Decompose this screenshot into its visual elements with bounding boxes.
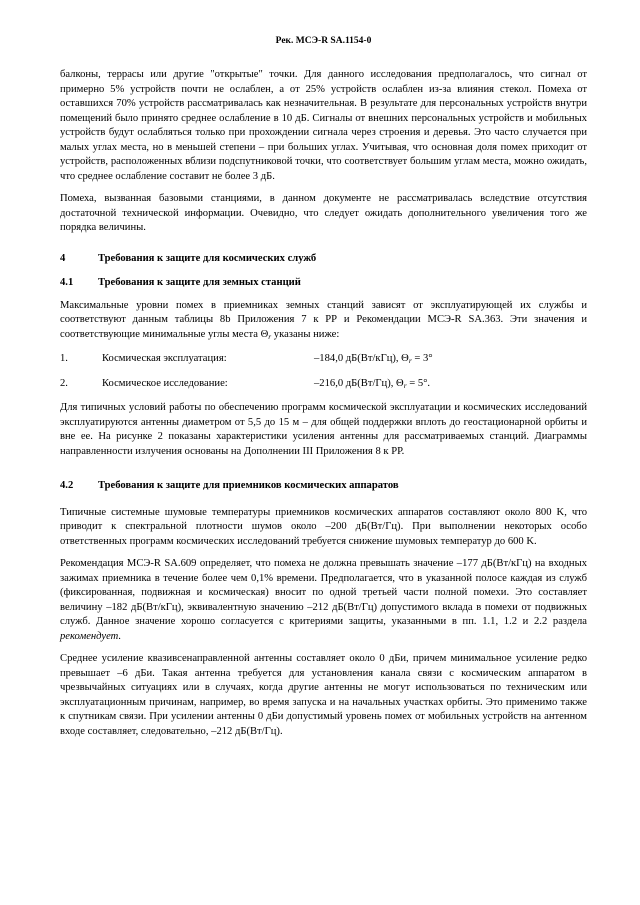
list-item xyxy=(60,377,587,394)
section-number: 4 xyxy=(60,252,66,264)
emphasis: рекомендует xyxy=(60,630,119,642)
text: указаны ниже: xyxy=(271,328,340,340)
section-number: 4.1 xyxy=(60,277,74,288)
text: Рекомендация МСЭ-R SA.609 определяет, что помеха не должна превышать значение –177 дБ(Вт/кГц) на входных зажимах приемника в течение более чем 0,1% времени. Предполагается, что в указанной полосе каждая из служб (фиксированная, подвижная и космическая) вносит по одной третьей части полной помехи. Это составляет величину –182 дБ(Вт/кГц), эквивалентную значению –212 дБ(Вт/Гц) допустимого вклада в помехи от подвижных служб. Данное значение хорошо согласуется с критериями защиты, указанными в пп. 1.1, 1.2 и 2.2 раздела xyxy=(60,558,587,627)
paragraph-sa609 xyxy=(60,557,587,644)
list-value xyxy=(314,352,433,369)
paragraph-omni-antenna: Среднее усиление квазивсенаправленной антенны составляет около 0 дБи, причем минимальное усиление редко превышает –6 дБи. Такая антенна требуется для установления канала связи с космическим аппаратом в чрезвычайных ситуациях или в случаях, когда другие антенны не могут использоваться по техническим или эксплуатационным причинам, например, во время запуска и на начальных участках орбиты. Это применимо также к спутникам связи. При усилении антенны 0 дБи допустимый уровень помех от мобильных устройств на антенном входе составляет, следовательно, –212 дБ(Вт/Гц). xyxy=(60,653,587,737)
section-title: Требования к защите для приемников космических аппаратов xyxy=(98,480,399,491)
section-4-1-heading xyxy=(60,276,587,291)
text: = 5°. xyxy=(406,377,431,389)
page-header: Рек. МСЭ-R SA.1154-0 xyxy=(275,36,372,46)
text: Максимальные уровни помех в приемниках земных станций зависят от эксплуатирующей их службы и соответствуют данным таблицы 8b Приложения 7 к РР и Рекомендации МСЭ-R SA.363. Эти значения и соответствующие минимальные углы места Θ xyxy=(60,299,587,340)
list-label: Космическая эксплуатация: xyxy=(102,353,227,364)
paragraph-noise-temperature: Типичные системные шумовые температуры приемников космических аппаратов составляют около 800 K, что приводит к спектральной плотности шумов около –200 дБ(Вт/Гц). При выполнении некоторых особо ответственных программ космических исследований требуется снижение шумовых температур до 600 K. xyxy=(60,506,587,547)
text: = 3° xyxy=(411,353,433,364)
list-number: 1. xyxy=(60,353,68,364)
section-title: Требования к защите для космических служб xyxy=(98,252,317,264)
text: . xyxy=(118,630,121,642)
section-title: Требования к защите для земных станций xyxy=(98,277,301,288)
paragraph-attenuation: балконы, террасы или другие "открытые" точки. Для данного исследования предполагалось, что сигнал от примерно 5% устройств почти не ослаблен, а от 25% устройств ослаблен из-за влияния стекол. Помеха от оставшихся 70% устройств рассматривалась как незначительная. В результате для персональных устройств внутри помещений было принято среднее ослабление в 10 дБ. Сигналы от внешних персональных устройств и мобильных устройств будут ослабляться только при прохождении сигнала через строения и деревья. Это часто случается при малых углах места, но в меньшей степени – при больших углах. Учитывая, что основная доля помех приходит от устройств, расположенных вблизи подспутниковой точки, что соответствует большим углам места, можно ожидать, что среднее ослабление составит не более 3 дБ. xyxy=(60,69,587,182)
list-value xyxy=(314,377,430,394)
section-4-2-heading xyxy=(60,479,587,494)
subscript: r xyxy=(408,356,412,365)
list-item xyxy=(60,352,587,369)
list-label: Космическое исследование: xyxy=(102,377,228,389)
paragraph-base-stations: Помеха, вызванная базовыми станциями, в данном документе не рассматривалась вследствие отсутствия достаточной технической информации. Очевидно, что следует ожидать дополнительного увеличения того же порядка величины. xyxy=(60,193,587,233)
subscript: r xyxy=(403,380,407,390)
text: –216,0 дБ(Вт/Гц), Θ xyxy=(314,377,404,389)
paragraph-earth-station-levels xyxy=(60,299,587,345)
document-page xyxy=(60,36,587,739)
section-number: 4.2 xyxy=(60,480,74,491)
text: –184,0 дБ(Вт/кГц), Θ xyxy=(314,353,409,364)
section-4-heading xyxy=(60,252,587,267)
subscript: r xyxy=(268,331,272,341)
paragraph-antennas: Для типичных условий работы по обеспечению программ космической эксплуатации и космических исследований эксплуатируются антенны диаметром от 5,5 до 15 м – для общей поддержки вплоть до геостационарной орбиты и вне ее. На рисунке 2 показаны характеристики усиления антенны для рассматриваемых станций. Диаграммы направленности излучения основаны на Дополнении III Приложения 8 к РР. xyxy=(60,402,587,457)
list-number: 2. xyxy=(60,377,68,389)
